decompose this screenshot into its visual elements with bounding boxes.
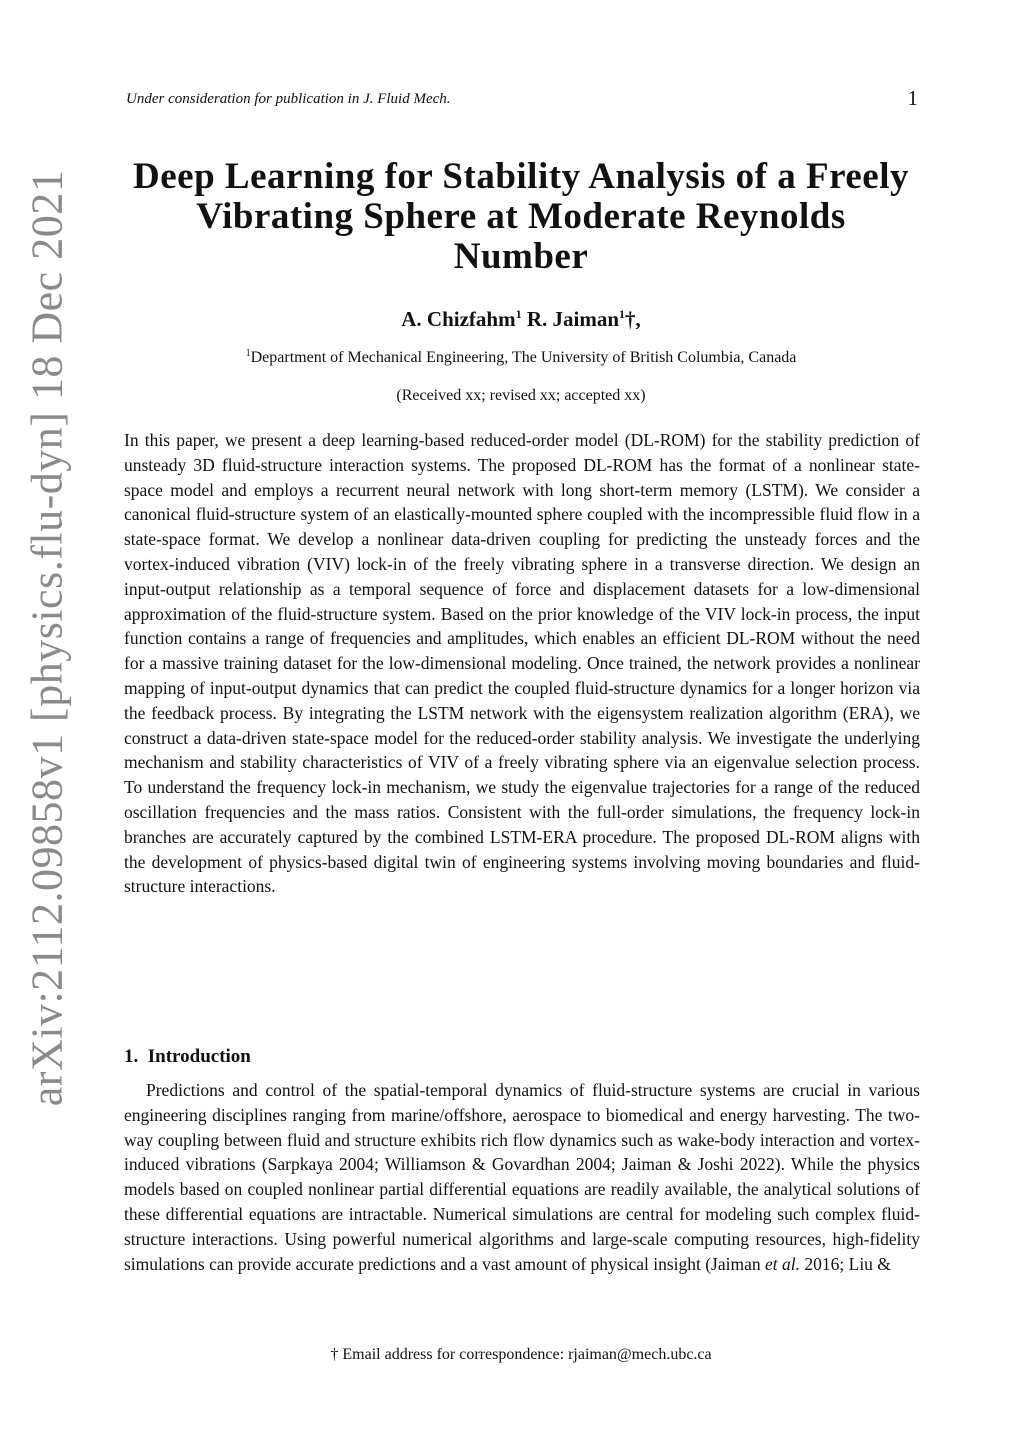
section-title: Introduction bbox=[147, 1046, 251, 1067]
running-head: Under consideration for publication in J. Fluid Mech. bbox=[126, 91, 451, 107]
arxiv-stamp: arXiv:2112.09858v1 [physics.flu-dyn] 18 Dec 2021 bbox=[22, 169, 72, 1107]
affiliation-text: Department of Mechanical Engineering, The University of British Columbia, Canada bbox=[250, 349, 797, 366]
section-number: 1. bbox=[124, 1046, 139, 1067]
section-heading bbox=[124, 1046, 251, 1068]
author-name: R. Jaiman bbox=[526, 307, 620, 331]
abstract: In this paper, we present a deep learning-based reduced-order model (DL-ROM) for the stability prediction of unsteady 3D fluid-structure interaction systems. The proposed DL-ROM has the format of a nonlinear state-space model and employs a recurrent neural network with long short-term memory (LSTM). We consider a canonical fluid-structure system of an elastically-mounted sphere coupled with the incompressible fluid flow in a state-space format. We develop a nonlinear data-driven coupling for predicting the unsteady forces and the vortex-induced vibration (VIV) lock-in of the freely vibrating sphere in a transverse direction. We design an input-output relationship as a temporal sequence of force and displacement datasets for a low-dimensional approximation of the fluid-structure system. Based on the prior knowledge of the VIV lock-in process, the input function contains a range of frequencies and amplitudes, which enables an efficient DL-ROM without the need for a massive training dataset for the low-dimensional modeling. Once trained, the network provides a nonlinear mapping of input-output dynamics that can predict the coupled fluid-structure dynamics for a longer horizon via the feedback process. By integrating the LSTM network with the eigensystem realization algorithm (ERA), we construct a data-driven state-space model for the reduced-order stability analysis. We investigate the underlying mechanism and stability characteristics of VIV of a freely vibrating sphere via an eigenvalue selection process. To understand the frequency lock-in mechanism, we study the eigenvalue trajectories for a range of the reduced oscillation frequencies and the mass ratios. Consistent with the full-order simulations, the frequency lock-in branches are accurately captured by the combined LSTM-ERA procedure. The proposed DL-ROM aligns with the development of physics-based digital twin of engineering systems involving moving boundaries and fluid-structure interactions. bbox=[124, 430, 920, 897]
author-name: A. Chizfahm bbox=[401, 307, 516, 331]
affiliation-mark: 1 bbox=[245, 348, 251, 359]
intro-text: Predictions and control of the spatial-temporal dynamics of fluid-structure systems are crucial in various engineering disciplines ranging from marine/offshore, aerospace to biomedical and energy harvesting. The two-way coupling between fluid and structure exhibits rich flow dynamics such as wake-body interaction and vortex-induced vibrations (Sarpkaya 2004; Williamson & Govardhan 2004; Jaiman & Joshi 2022). While the physics models based on coupled nonlinear partial differential equations are readily available, the analytical solutions of these differential equations are intractable. Numerical simulations are central for modeling such complex fluid-structure interactions. Using powerful numerical algorithms and large-scale computing resources, high-fidelity simulations can provide accurate predictions and a vast amount of physical insight (Jaiman bbox=[124, 1080, 920, 1274]
received-dates: (Received xx; revised xx; accepted xx) bbox=[396, 387, 646, 404]
affiliation bbox=[126, 348, 916, 367]
footnote-mark: †, bbox=[625, 307, 641, 331]
affiliation-mark: 1 bbox=[619, 307, 626, 321]
intro-paragraph bbox=[124, 1078, 920, 1276]
affiliation-mark: 1 bbox=[515, 307, 522, 321]
arxiv-stamp-container bbox=[0, 0, 72, 1107]
footnote: † Email address for correspondence: rjaiman@mech.ubc.ca bbox=[330, 1346, 712, 1363]
page-number: 1 bbox=[907, 86, 918, 110]
author-list bbox=[126, 307, 916, 332]
paper-title: Deep Learning for Stability Analysis of a Freely Vibrating Sphere at Moderate Reynolds Number bbox=[133, 156, 909, 277]
intro-italic: et al. bbox=[765, 1253, 801, 1274]
intro-text-end: 2016; Liu & bbox=[800, 1253, 891, 1274]
